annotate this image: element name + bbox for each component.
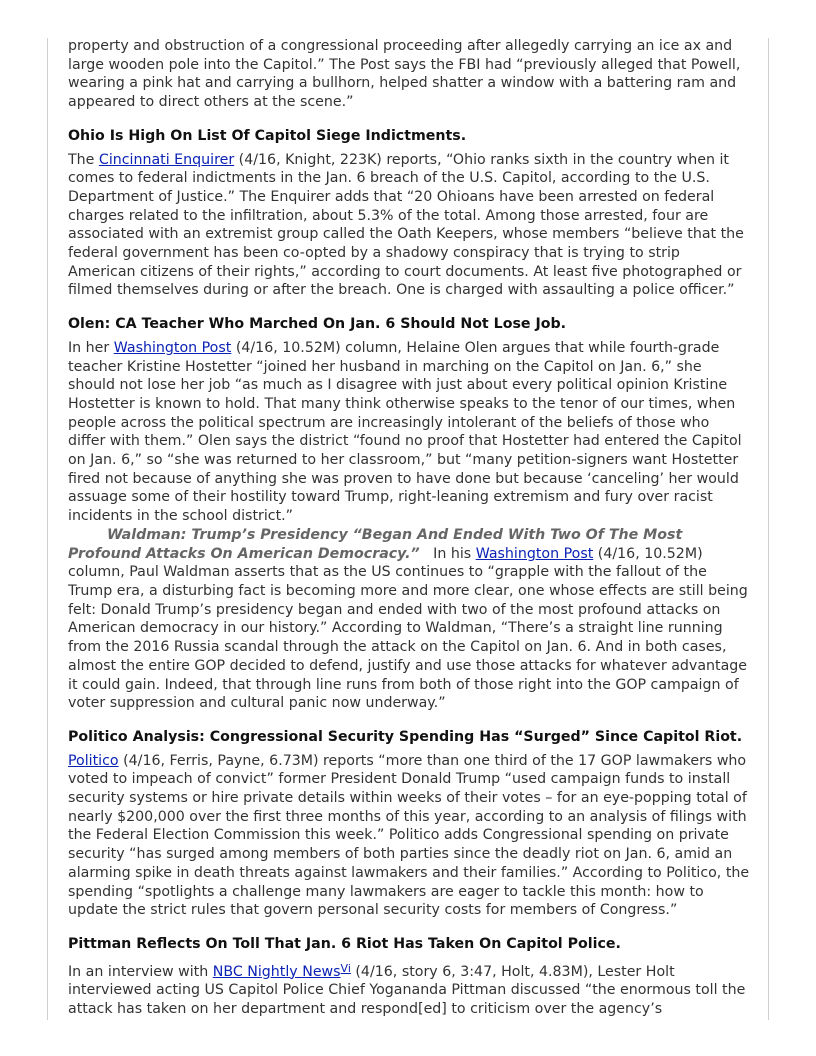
source-link-washington-post[interactable]: Washington Post [113, 339, 232, 356]
source-link-nbc-nightly-news[interactable]: NBC Nightly News [212, 963, 341, 980]
article-body-pittman [68, 963, 750, 1019]
right-margin-rule [768, 38, 769, 1020]
video-link[interactable]: Vi [340, 961, 351, 975]
article-text: (4/16, story 6, 3:47, Holt, 4.83M), Lester Holt interviewed acting US Capitol Police Chief Yoganandа Pittman discussed “the enormous toll the attack has taken on her department and respond[ed] to criticism over the agency’s [68, 963, 746, 1018]
source-link-cincinnati-enquirer[interactable]: Cincinnati Enquirer [98, 151, 235, 168]
article-headline-ohio: Ohio Is High On List Of Capitol Siege Indictments. [68, 127, 467, 144]
article-headline-olen: Olen: CA Teacher Who Marched On Jan. 6 Should Not Lose Job. [68, 316, 567, 333]
article-body-politico [68, 752, 750, 920]
article-text: (4/16, Ferris, Payne, 6.73M) reports “more than one third of the 17 GOP lawmakers who voted to impeach of convict” former President Donald Trump “used campaign funds to install security systems or hire private details within weeks of their votes – for an eye-popping total of nearly $200,000 over the first three months of this year, according to an analysis of filings with the Federal Election Commission this week.” Politico adds Congressional spending on private security “has surged among members of both parties since the deadly riot on Jan. 6, amid an alarming spike in death threats against lawmakers and their families.” According to Politico, the spending “spotlights a challenge many lawmakers are eager to tackle this month: how to update the strict rules that govern personal security costs for members of Congress.” [68, 752, 750, 919]
article-headline-pittman: Pittman Reflects On Toll That Jan. 6 Riot Has Taken On Capitol Police. [68, 935, 621, 952]
article-lead-text: In his [419, 545, 476, 562]
source-link-washington-post[interactable]: Washington Post [475, 545, 594, 562]
article-body-olen [68, 339, 750, 526]
article-lead-text: The [68, 151, 99, 168]
article-body-ohio [68, 151, 750, 301]
article-body-waldman [68, 526, 750, 713]
article-lead-text: In her [68, 339, 114, 356]
article-headline-waldman: Waldman: Trump’s Presidency “Began And Ended With Two Of The Most Profound Attacks On American Democracy.” [68, 526, 683, 562]
article-text: (4/16, 10.52M) column, Paul Waldman asserts that as the US continues to “grapple with the fallout of the Trump era, a disturbing fact is becoming more and more clear, one whose effects are still being felt: Donald Trump’s presidency began and ended with two of the most profound attacks on American democracy in our history.” According to Waldman, “There’s a straight line running from the 2016 Russia scandal through the attack on the Capitol on Jan. 6. And in both cases, almost the entire GOP decided to defend, justify and use those attacks for whatever advantage it could gain. Indeed, that through line runs from both of those right into the GOP campaign of voter suppression and cultural panic now underway.” [68, 545, 748, 712]
article-text: (4/16, 10.52M) column, Helaine Olen argues that while fourth-grade teacher Kristine Hostetter “joined her husband in marching on the Capitol on Jan. 6,” she should not lose her job “as much as I disagree with just about every political opinion Kristine Hostetter is known to hold. That many think otherwise speaks to the tenor of our times, when people across the political spectrum are increasingly intolerant of the beliefs of those who differ with them.” Olen says the district “found no proof that Hostetter had entered the Capitol on Jan. 6,” so “she was returned to her classroom,” but “many petition-signers want Hostetter fired not because of anything she was proven to have done but because ‘canceling’ her would assuage some of their hostility toward Trump, right-leaning extremism and fury over racist incidents in the school district.” [68, 339, 742, 525]
article-lead-text: In an interview with [68, 963, 213, 980]
article-text: (4/16, Knight, 223K) reports, “Ohio ranks sixth in the country when it comes to federal indictments in the Jan. 6 breach of the U.S. Capitol, according to the U.S. Department of Justice.” The Enquirer adds that “20 Ohioans have been arrested on federal charges related to the infiltration, about 5.3% of the total. Among those arrested, four are associated with an extremist group called the Oath Keepers, whose members “believe that the federal government has been co-opted by a shadowy conspiracy that is trying to strip American citizens of their rights,” according to court documents. At least five photographed or filmed themselves during or after the breach. One is charged with assaulting a police officer.” [68, 151, 744, 299]
article-headline-politico: Politico Analysis: Congressional Security Spending Has “Surged” Since Capitol Riot. [68, 728, 743, 745]
left-margin-rule [47, 38, 48, 1020]
continued-paragraph: property and obstruction of a congressional proceeding after allegedly carrying an ice ax and large wooden pole into the Capitol.” The Post says the FBI had “previously alleged that Powell, wearing a pink hat and carrying a bullhorn, helped shatter a window with a battering ram and appeared to direct others at the scene.” [68, 38, 741, 111]
video-marker [341, 962, 351, 975]
source-link-politico[interactable]: Politico [68, 752, 119, 769]
document-body [68, 37, 750, 1019]
